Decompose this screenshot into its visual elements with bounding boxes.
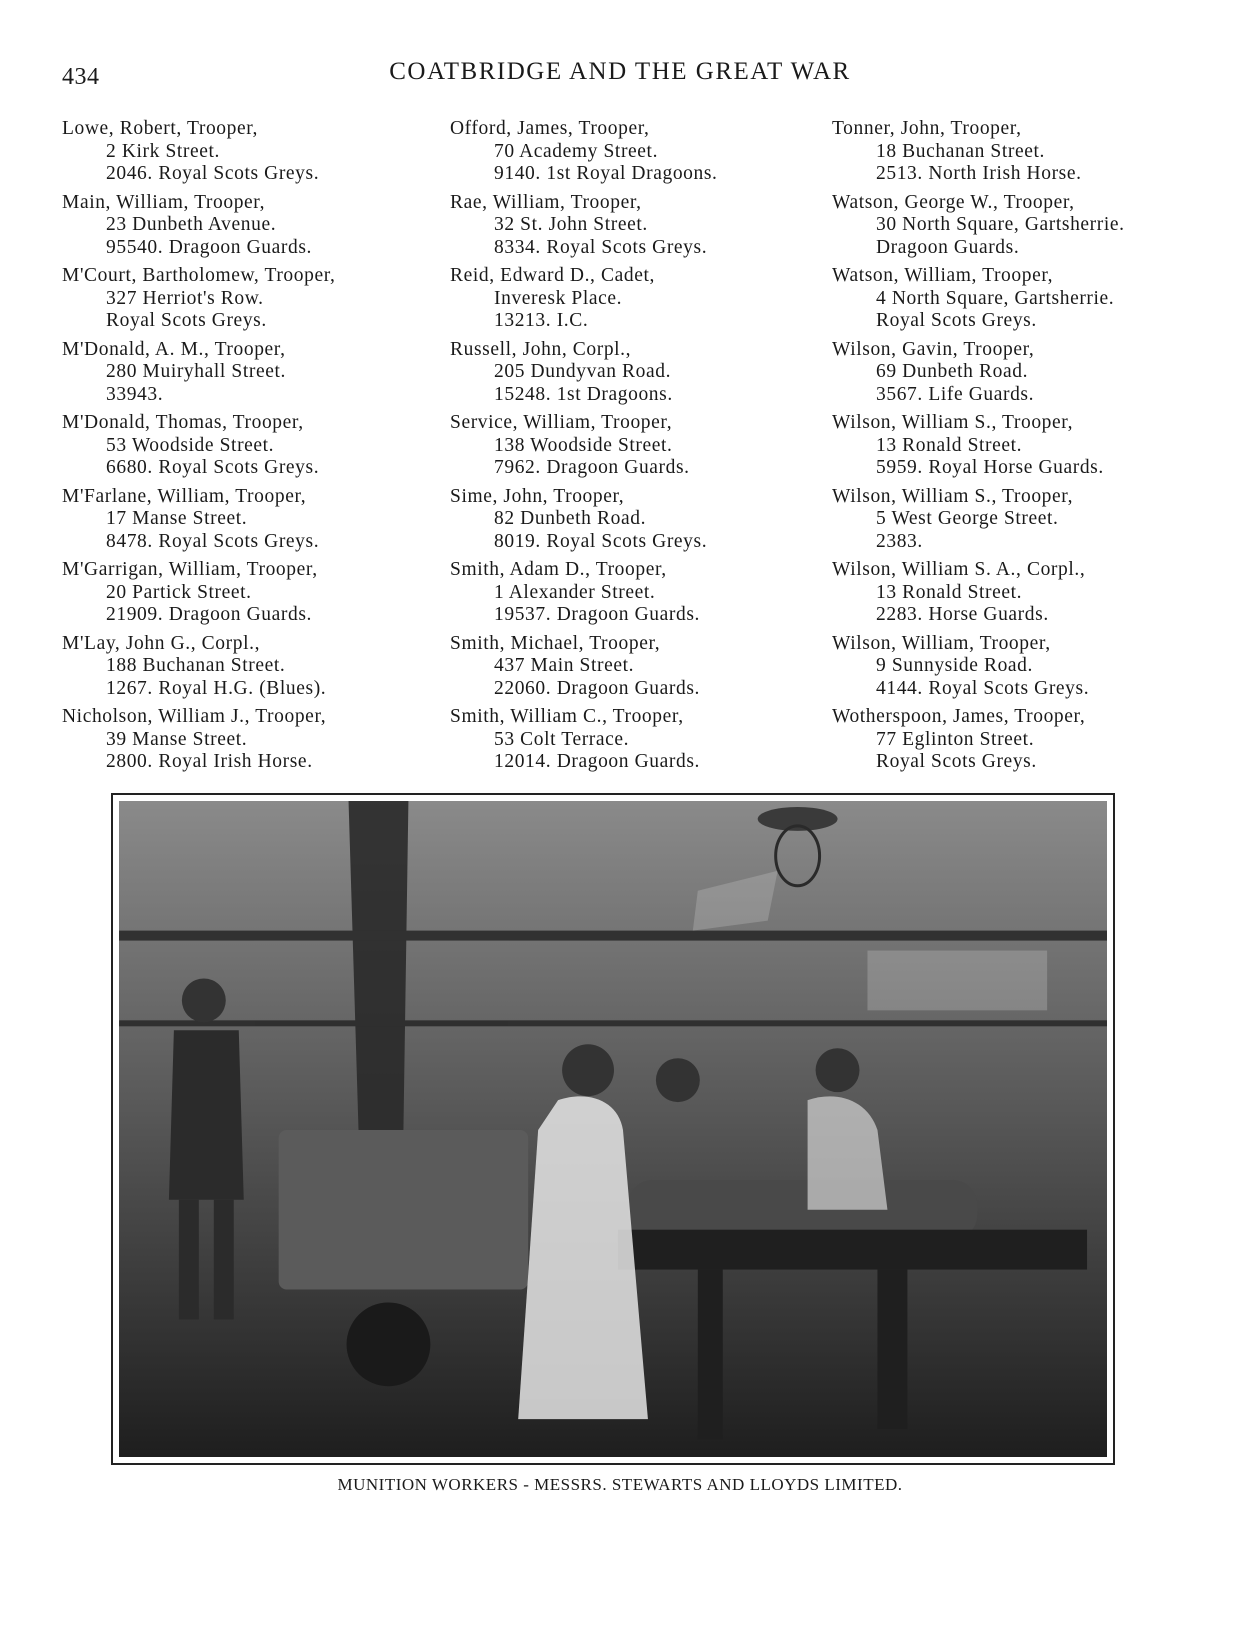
photo-caption: MUNITION WORKERS - MESSRS. STEWARTS AND LLOYDS LIMITED. xyxy=(337,1475,903,1494)
roll-entry xyxy=(62,706,442,774)
munition-workers-photo xyxy=(119,801,1107,1457)
entry-address: 32 St. John Street. xyxy=(494,214,648,235)
roll-entry xyxy=(62,192,442,260)
entry-unit: 15248. 1st Dragoons. xyxy=(494,383,673,405)
entry-unit: 2383. xyxy=(876,530,923,552)
roll-entry xyxy=(62,633,442,701)
entry-unit: 5959. Royal Horse Guards. xyxy=(876,457,1104,478)
entry-unit: 19537. Dragoon Guards. xyxy=(494,604,701,625)
roll-entry xyxy=(450,633,830,701)
roll-entry xyxy=(62,559,442,627)
entry-unit: 2800. Royal Irish Horse. xyxy=(106,751,313,772)
entry-address: 188 Buchanan Street. xyxy=(106,655,286,676)
entry-unit: Royal Scots Greys. xyxy=(876,751,1037,772)
entry-name: Smith, Michael, Trooper, xyxy=(450,632,661,654)
entry-unit: 2046. Royal Scots Greys. xyxy=(106,163,320,184)
entry-name: M'Donald, A. M., Trooper, xyxy=(62,338,286,360)
roll-entry xyxy=(832,706,1232,774)
roll-entry xyxy=(62,265,442,333)
entry-unit: 4144. Royal Scots Greys. xyxy=(876,677,1090,699)
entry-address: 82 Dunbeth Road. xyxy=(494,508,647,529)
roll-entry xyxy=(450,339,830,407)
roll-entry xyxy=(62,412,442,480)
roll-entry xyxy=(832,486,1232,554)
entry-unit: Dragoon Guards. xyxy=(876,236,1020,258)
entry-unit: 8334. Royal Scots Greys. xyxy=(494,236,708,258)
entry-name: Watson, William, Trooper, xyxy=(832,265,1054,286)
roll-entry xyxy=(450,559,830,627)
column-1 xyxy=(62,118,442,780)
entry-name: Lowe, Robert, Trooper, xyxy=(62,118,259,139)
entry-address: 327 Herriot's Row. xyxy=(106,287,264,309)
entry-unit: 1267. Royal H.G. (Blues). xyxy=(106,677,327,699)
roll-entry xyxy=(832,633,1232,701)
entry-unit: Royal Scots Greys. xyxy=(106,310,267,331)
entry-unit: 8478. Royal Scots Greys. xyxy=(106,530,320,552)
entry-name: M'Garrigan, William, Trooper, xyxy=(62,559,318,580)
entry-name: Nicholson, William J., Trooper, xyxy=(62,706,327,727)
entry-unit: 12014. Dragoon Guards. xyxy=(494,751,701,772)
entry-name: Wilson, William S., Trooper, xyxy=(832,412,1074,433)
entry-address: 18 Buchanan Street. xyxy=(876,140,1045,162)
entry-unit: 33943. xyxy=(106,383,164,405)
entry-name: Watson, George W., Trooper, xyxy=(832,191,1075,213)
roll-entry xyxy=(450,192,830,260)
entry-name: Wilson, Gavin, Trooper, xyxy=(832,338,1035,360)
entry-name: Wilson, William S. A., Corpl., xyxy=(832,559,1086,580)
entry-unit: 95540. Dragoon Guards. xyxy=(106,236,313,258)
entry-unit: 2283. Horse Guards. xyxy=(876,604,1049,625)
entry-unit: Royal Scots Greys. xyxy=(876,310,1037,331)
entry-name: Offord, James, Trooper, xyxy=(450,118,650,139)
entry-address: 437 Main Street. xyxy=(494,655,635,676)
roll-entry xyxy=(450,706,830,774)
entry-unit: 2513. North Irish Horse. xyxy=(876,163,1082,184)
entry-address: 205 Dundyvan Road. xyxy=(494,361,672,382)
entry-address: 30 North Square, Gartsherrie. xyxy=(876,214,1125,235)
entry-address: 53 Colt Terrace. xyxy=(494,728,630,750)
entry-address: 4 North Square, Gartsherrie. xyxy=(876,287,1115,309)
entry-name: Main, William, Trooper, xyxy=(62,191,266,213)
entry-name: Sime, John, Trooper, xyxy=(450,485,625,507)
entry-address: 20 Partick Street. xyxy=(106,581,252,603)
entry-name: Wilson, William S., Trooper, xyxy=(832,485,1074,507)
entry-name: Smith, Adam D., Trooper, xyxy=(450,559,667,580)
entry-name: Tonner, John, Trooper, xyxy=(832,118,1022,139)
page-number: 434 xyxy=(62,64,100,90)
roll-entry xyxy=(832,412,1232,480)
entry-name: Russell, John, Corpl., xyxy=(450,338,632,360)
entry-address: 13 Ronald Street. xyxy=(876,434,1023,456)
entry-address: 2 Kirk Street. xyxy=(106,140,221,162)
photo-frame xyxy=(111,793,1115,1465)
roll-entry xyxy=(832,118,1232,186)
roll-entry xyxy=(832,265,1232,333)
entry-address: 23 Dunbeth Avenue. xyxy=(106,214,277,235)
entry-address: 280 Muiryhall Street. xyxy=(106,361,286,382)
entry-name: Reid, Edward D., Cadet, xyxy=(450,265,655,286)
entry-unit: 8019. Royal Scots Greys. xyxy=(494,530,708,552)
entry-unit: 9140. 1st Royal Dragoons. xyxy=(494,163,718,184)
entry-address: 1 Alexander Street. xyxy=(494,581,656,603)
entry-address: 5 West George Street. xyxy=(876,508,1059,529)
entry-unit: 22060. Dragoon Guards. xyxy=(494,677,701,699)
entry-unit: 13213. I.C. xyxy=(494,310,589,331)
roll-entry xyxy=(62,486,442,554)
entry-address: 70 Academy Street. xyxy=(494,140,659,162)
entry-address: 39 Manse Street. xyxy=(106,728,248,750)
roll-entry xyxy=(450,118,830,186)
roll-entry xyxy=(832,192,1232,260)
page-header: COATBRIDGE AND THE GREAT WAR xyxy=(389,58,851,85)
entry-name: M'Court, Bartholomew, Trooper, xyxy=(62,265,336,286)
roll-entry xyxy=(450,265,830,333)
entry-unit: 3567. Life Guards. xyxy=(876,383,1035,405)
roll-entry xyxy=(450,486,830,554)
entry-name: M'Lay, John G., Corpl., xyxy=(62,632,261,654)
roll-entry xyxy=(62,339,442,407)
entry-name: M'Farlane, William, Trooper, xyxy=(62,485,307,507)
entry-address: 13 Ronald Street. xyxy=(876,581,1023,603)
entry-unit: 7962. Dragoon Guards. xyxy=(494,457,690,478)
entry-address: 17 Manse Street. xyxy=(106,508,248,529)
column-3 xyxy=(832,118,1232,780)
entry-name: Smith, William C., Trooper, xyxy=(450,706,684,727)
roll-entry xyxy=(62,118,442,186)
entry-address: 9 Sunnyside Road. xyxy=(876,655,1033,676)
entry-address: 69 Dunbeth Road. xyxy=(876,361,1029,382)
entry-name: Wilson, William, Trooper, xyxy=(832,632,1051,654)
roll-entry xyxy=(450,412,830,480)
entry-name: Service, William, Trooper, xyxy=(450,412,673,433)
entry-unit: 21909. Dragoon Guards. xyxy=(106,604,313,625)
column-2 xyxy=(450,118,830,780)
entry-address: Inveresk Place. xyxy=(494,287,623,309)
roll-entry xyxy=(832,559,1232,627)
entry-name: M'Donald, Thomas, Trooper, xyxy=(62,412,304,433)
entry-name: Wotherspoon, James, Trooper, xyxy=(832,706,1086,727)
entry-name: Rae, William, Trooper, xyxy=(450,191,642,213)
entry-address: 77 Eglinton Street. xyxy=(876,728,1035,750)
entry-address: 53 Woodside Street. xyxy=(106,434,275,456)
entry-unit: 6680. Royal Scots Greys. xyxy=(106,457,320,478)
roll-entry xyxy=(832,339,1232,407)
entry-address: 138 Woodside Street. xyxy=(494,434,673,456)
